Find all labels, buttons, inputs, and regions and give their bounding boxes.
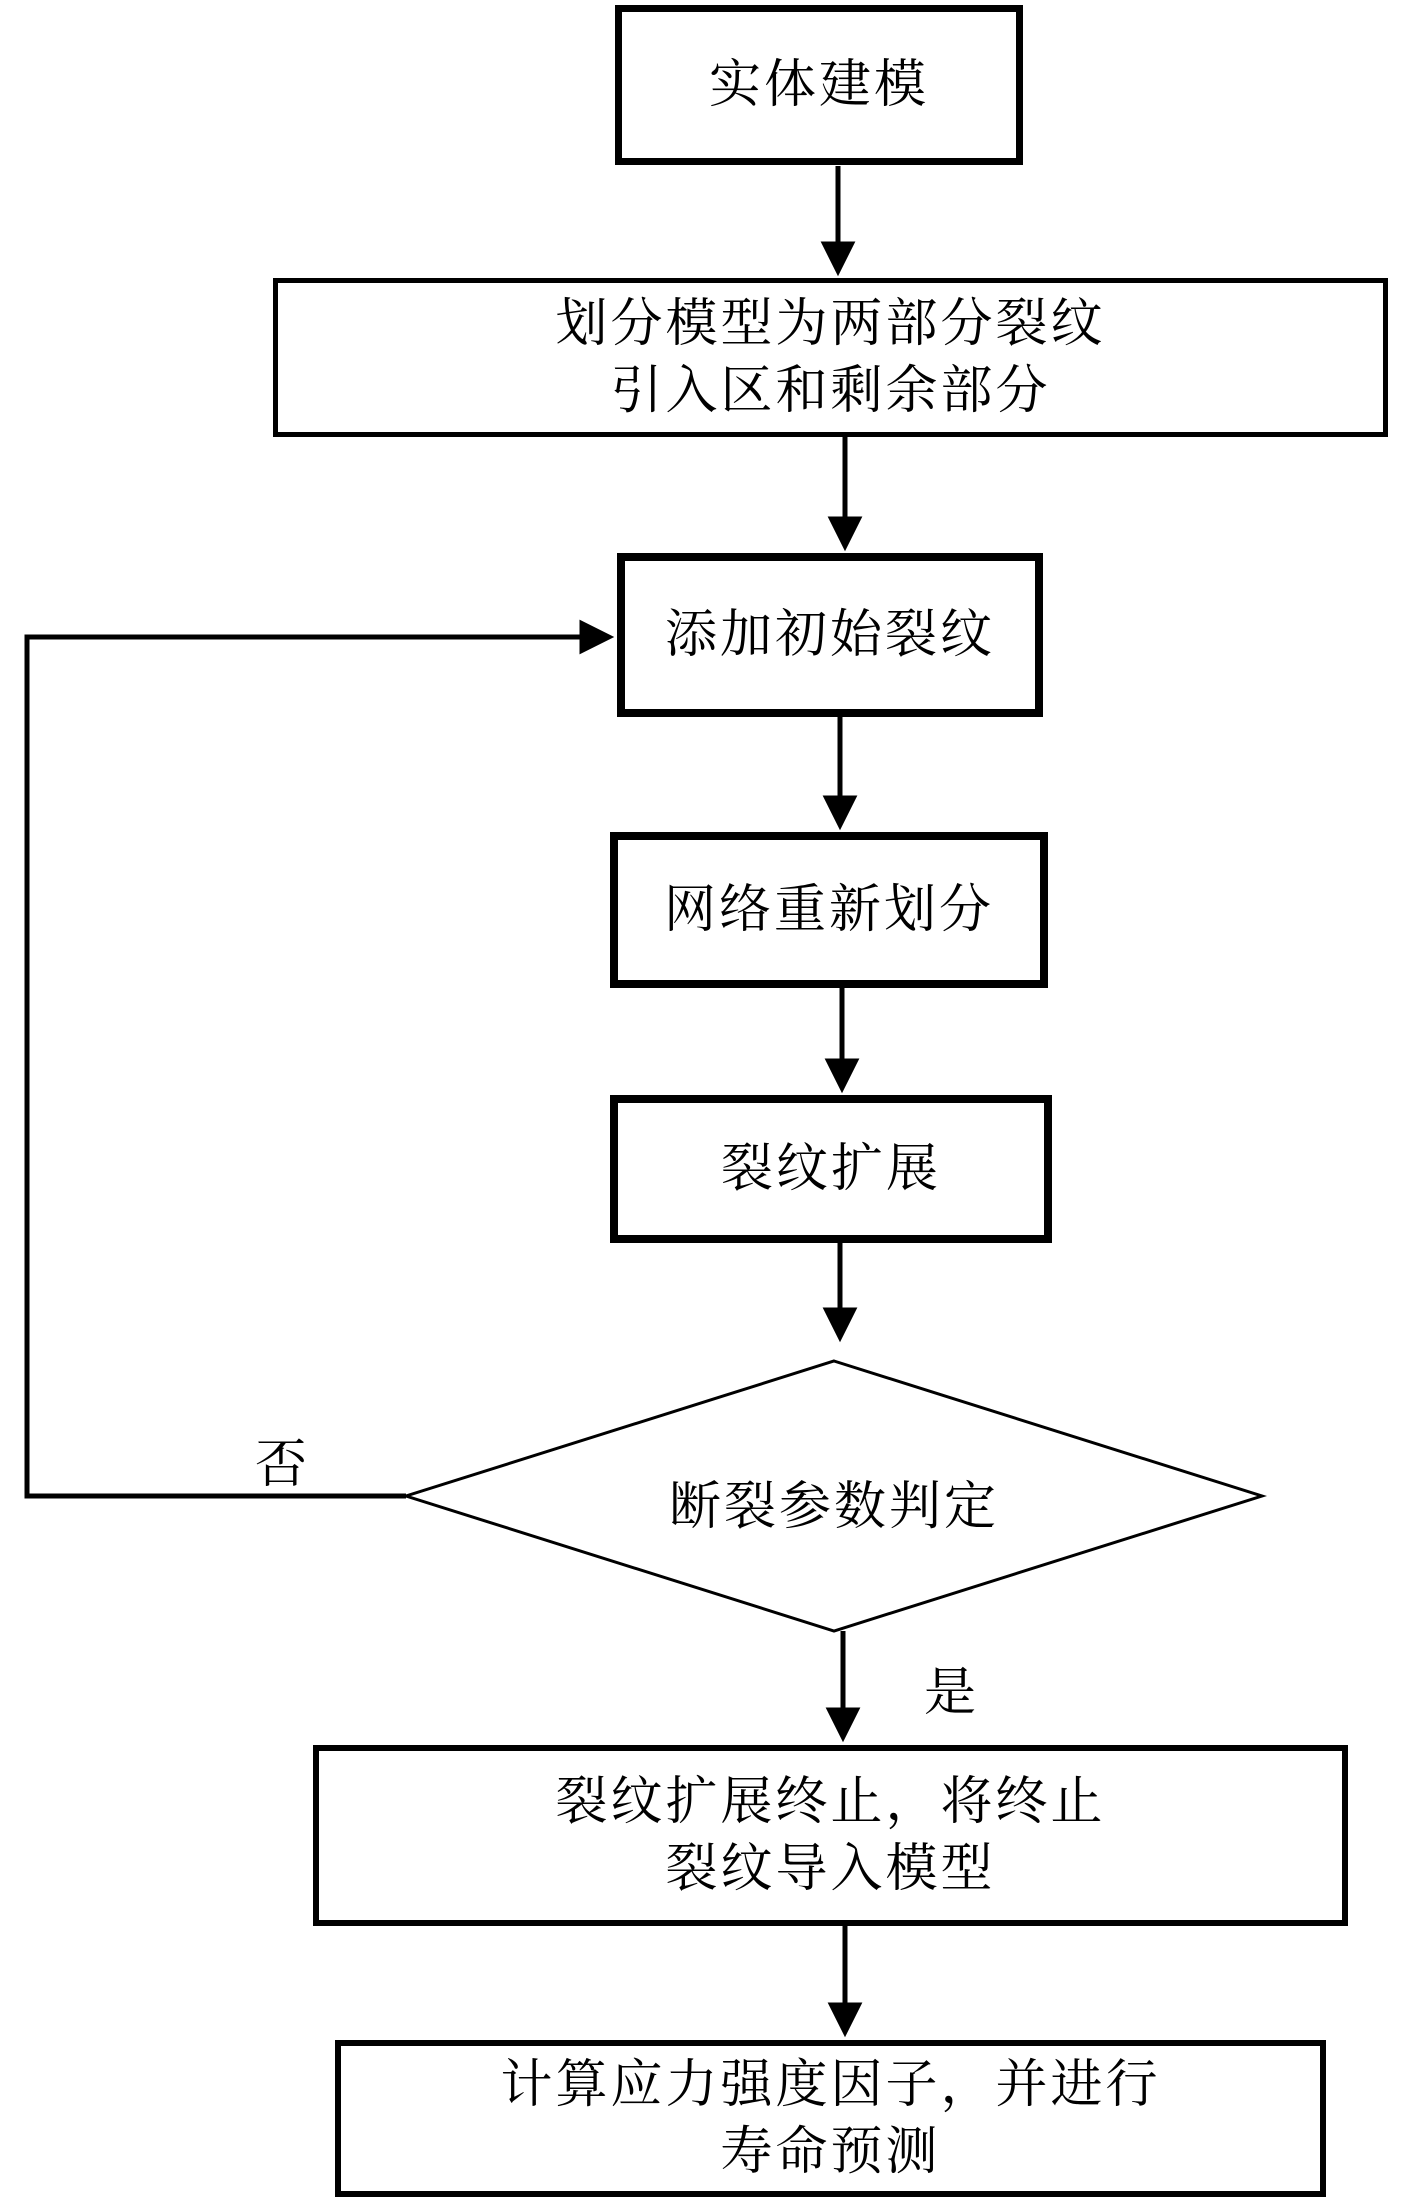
edge-label-no: 否 [254, 1435, 307, 1495]
node-sif-life [335, 2040, 1326, 2197]
node-fracture-decision-label: 断裂参数判定 [668, 1477, 999, 1537]
node-partition-model [273, 278, 1388, 437]
node-remesh [610, 832, 1048, 988]
node-partition-model-line2: 引入区和剩余部分 [610, 360, 1051, 421]
node-solid-modeling-label: 实体建模 [708, 54, 929, 115]
node-partition-model-line1: 划分模型为两部分裂纹 [555, 293, 1106, 354]
node-sif-life-line2: 寿命预测 [720, 2121, 941, 2182]
node-sif-life-line1: 计算应力强度因子，并进行 [500, 2054, 1161, 2115]
node-growth-termination-line2: 裂纹导入模型 [665, 1838, 996, 1899]
node-remesh-label: 网络重新划分 [663, 879, 994, 940]
node-solid-modeling [615, 5, 1023, 165]
node-crack-growth [610, 1095, 1052, 1243]
node-add-initial-crack-label: 添加初始裂纹 [664, 604, 995, 665]
node-crack-growth-label: 裂纹扩展 [720, 1138, 941, 1199]
node-add-initial-crack [617, 553, 1043, 717]
loopback-no-path [27, 637, 609, 1496]
edge-label-yes: 是 [923, 1663, 976, 1723]
node-growth-termination [313, 1745, 1348, 1926]
node-growth-termination-line1: 裂纹扩展终止，将终止 [555, 1771, 1106, 1832]
